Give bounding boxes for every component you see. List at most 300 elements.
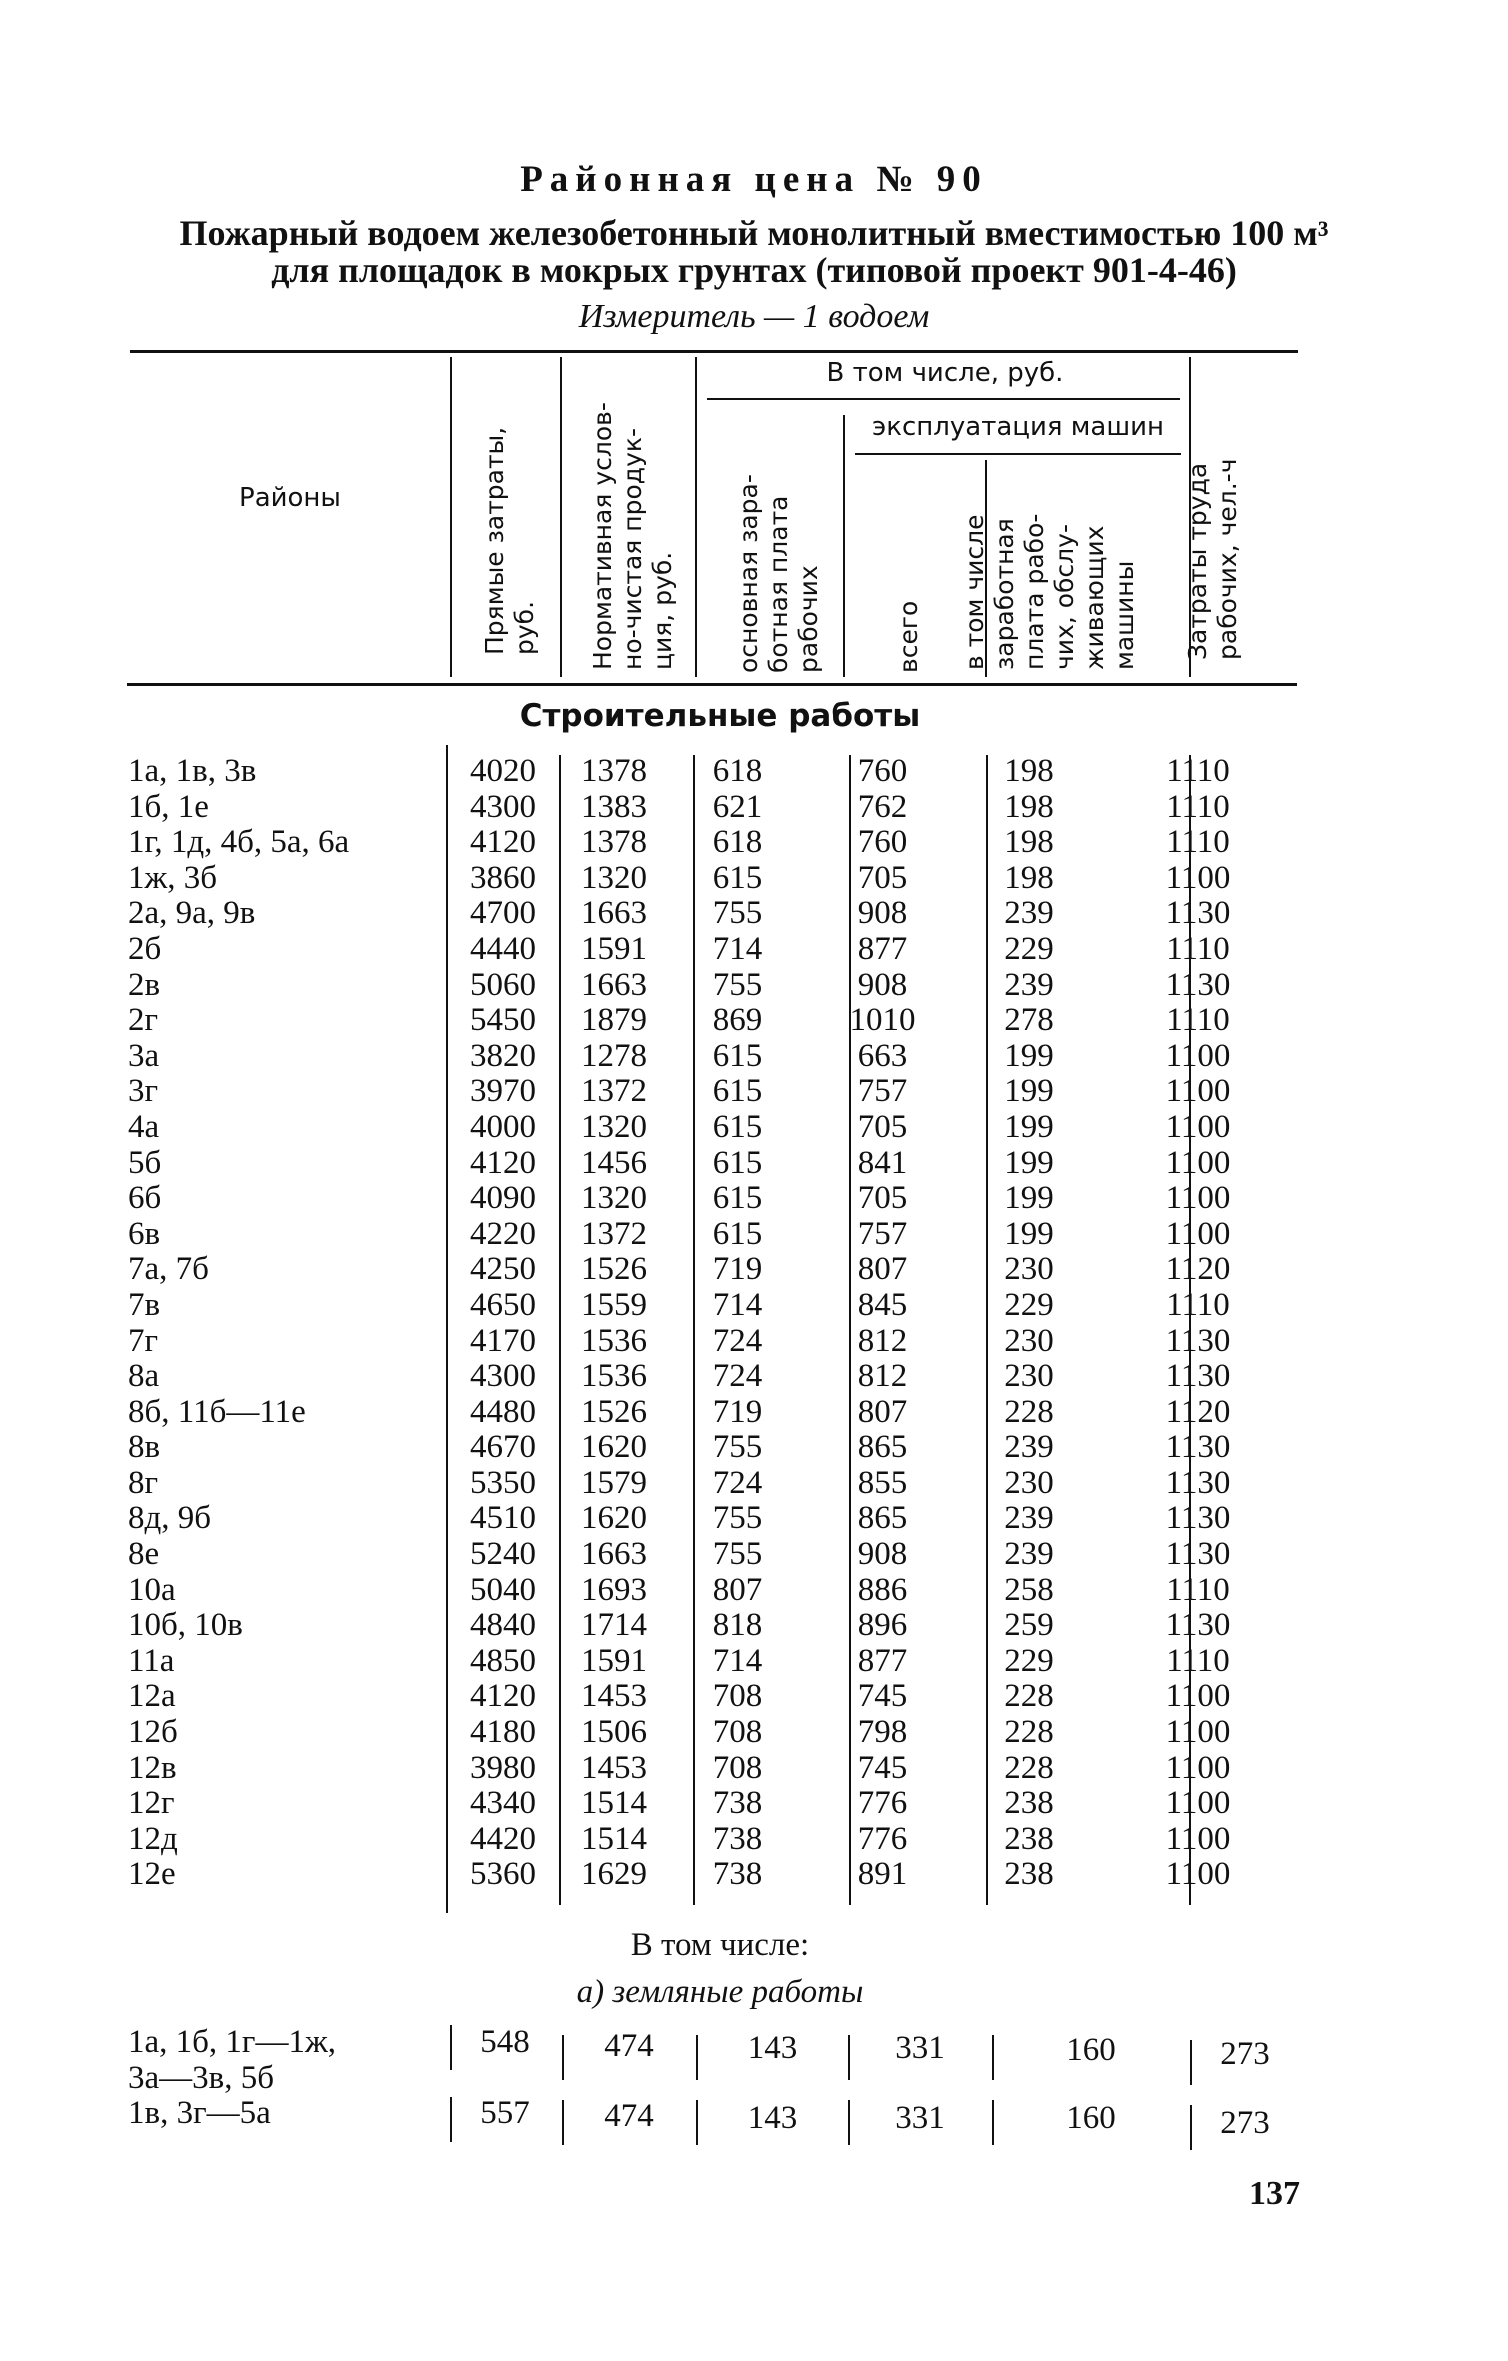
cell-wages: 615 xyxy=(712,1073,763,1110)
cell-region: 4а xyxy=(128,1108,160,1145)
cell-total: 812 xyxy=(857,1358,908,1395)
cell-mwages: 199 xyxy=(1004,1108,1054,1145)
cell-direct: 4090 xyxy=(470,1180,536,1217)
column-divider xyxy=(450,2025,452,2070)
cell-mwages: 228 xyxy=(1004,1678,1054,1715)
column-divider xyxy=(992,2035,994,2080)
cell-direct: 4340 xyxy=(470,1785,536,1822)
cell-labor: 1100 xyxy=(1165,1856,1231,1893)
header-divider xyxy=(843,415,845,677)
cell-region: 8г xyxy=(128,1464,159,1501)
header-including: В том числе, руб. xyxy=(826,358,1064,388)
column-divider xyxy=(992,2100,994,2145)
table-row xyxy=(128,932,1408,968)
table-row xyxy=(128,1537,1408,1573)
cell-labor: 1130 xyxy=(1165,1500,1231,1537)
cell-total: 663 xyxy=(857,1037,908,1074)
cell-mwages: 199 xyxy=(1004,1073,1054,1110)
cell-direct: 4120 xyxy=(470,1144,536,1181)
cell-labor: 1130 xyxy=(1165,1429,1231,1466)
earth-row-1-norm: 474 xyxy=(604,2028,654,2064)
earth-row-1-direct: 548 xyxy=(480,2024,530,2060)
cell-norm: 1663 xyxy=(581,1536,647,1573)
cell-direct: 3860 xyxy=(470,859,536,896)
cell-direct: 5360 xyxy=(470,1856,536,1893)
cell-mwages: 230 xyxy=(1004,1322,1054,1359)
table-row xyxy=(128,1324,1408,1360)
column-divider xyxy=(1190,2105,1192,2150)
cell-labor: 1120 xyxy=(1165,1393,1231,1430)
cell-direct: 4510 xyxy=(470,1500,536,1537)
column-divider xyxy=(562,2100,564,2145)
table-row xyxy=(128,1608,1408,1644)
cell-total: 845 xyxy=(857,1286,908,1323)
cell-norm: 1320 xyxy=(581,859,647,896)
cell-labor: 1110 xyxy=(1166,1002,1230,1039)
cell-norm: 1620 xyxy=(581,1500,647,1537)
cell-total: 807 xyxy=(857,1251,908,1288)
cell-region: 8а xyxy=(128,1358,160,1395)
header-regions: Районы xyxy=(239,483,341,513)
cell-wages: 738 xyxy=(712,1785,763,1822)
table-row xyxy=(128,1074,1408,1110)
cell-norm: 1378 xyxy=(581,753,647,789)
table-row xyxy=(128,1003,1408,1039)
cell-direct: 5060 xyxy=(470,966,536,1003)
page-number: 137 xyxy=(1249,2175,1300,2212)
cell-total: 705 xyxy=(857,859,908,896)
cell-norm: 1453 xyxy=(581,1749,647,1786)
earth-row-1-region-line1: 1а, 1б, 1г—1ж, xyxy=(128,2024,337,2060)
cell-wages: 708 xyxy=(712,1678,763,1715)
cell-region: 12д xyxy=(128,1820,178,1857)
cell-total: 745 xyxy=(857,1678,908,1715)
cell-direct: 4840 xyxy=(470,1607,536,1644)
table-row xyxy=(128,1288,1408,1324)
cell-mwages: 229 xyxy=(1004,1642,1054,1679)
cell-mwages: 230 xyxy=(1004,1251,1054,1288)
column-divider xyxy=(696,2100,698,2145)
table-row xyxy=(128,1786,1408,1822)
cell-labor: 1130 xyxy=(1165,1607,1231,1644)
column-divider xyxy=(562,2035,564,2080)
construction-table xyxy=(128,754,1408,1893)
cell-labor: 1110 xyxy=(1166,824,1230,861)
cell-labor: 1130 xyxy=(1165,966,1231,1003)
cell-mwages: 199 xyxy=(1004,1144,1054,1181)
cell-total: 757 xyxy=(857,1073,908,1110)
cell-wages: 719 xyxy=(712,1251,763,1288)
earth-row-1-region-line2: 3а—3в, 5б xyxy=(128,2060,275,2096)
measure-unit: Измеритель — 1 водоем xyxy=(578,298,930,335)
cell-wages: 618 xyxy=(712,824,763,861)
cell-region: 5б xyxy=(128,1144,162,1181)
header-top-rule xyxy=(130,350,1298,353)
cell-mwages: 229 xyxy=(1004,1286,1054,1323)
table-row xyxy=(128,1679,1408,1715)
cell-norm: 1514 xyxy=(581,1820,647,1857)
cell-direct: 4220 xyxy=(470,1215,536,1252)
cell-wages: 714 xyxy=(712,1642,763,1679)
cell-wages: 615 xyxy=(712,1215,763,1252)
page-title: Районная цена № 90 xyxy=(520,159,988,200)
cell-region: 1ж, 3б xyxy=(128,859,218,896)
cell-wages: 807 xyxy=(712,1571,763,1608)
cell-labor: 1100 xyxy=(1165,1215,1231,1252)
cell-mwages: 199 xyxy=(1004,1215,1054,1252)
cell-total: 841 xyxy=(857,1144,908,1181)
table-row xyxy=(128,1146,1408,1182)
cell-total: 705 xyxy=(857,1108,908,1145)
cell-labor: 1100 xyxy=(1165,1785,1231,1822)
cell-direct: 5040 xyxy=(470,1571,536,1608)
earth-row-1-total: 331 xyxy=(895,2030,945,2066)
header-subrule xyxy=(855,453,1181,455)
header-bottom-rule xyxy=(127,683,1297,686)
cell-total: 1010 xyxy=(849,1002,916,1039)
header-direct-costs: Прямые затраты, руб. xyxy=(480,426,539,655)
cell-direct: 4670 xyxy=(470,1429,536,1466)
cell-mwages: 259 xyxy=(1004,1607,1054,1644)
cell-mwages: 278 xyxy=(1004,1002,1054,1039)
table-row xyxy=(128,1039,1408,1075)
cell-mwages: 229 xyxy=(1004,930,1054,967)
cell-norm: 1320 xyxy=(581,1180,647,1217)
cell-direct: 3980 xyxy=(470,1749,536,1786)
cell-labor: 1130 xyxy=(1165,1536,1231,1573)
cell-direct: 4420 xyxy=(470,1820,536,1857)
cell-norm: 1714 xyxy=(581,1607,647,1644)
cell-labor: 1130 xyxy=(1165,1358,1231,1395)
cell-wages: 615 xyxy=(712,1180,763,1217)
cell-mwages: 198 xyxy=(1004,788,1054,825)
cell-wages: 869 xyxy=(712,1002,763,1039)
cell-total: 745 xyxy=(857,1749,908,1786)
column-divider xyxy=(696,2035,698,2080)
earth-row-2-labor: 273 xyxy=(1220,2105,1270,2141)
cell-total: 705 xyxy=(857,1180,908,1217)
table-row xyxy=(128,1181,1408,1217)
cell-norm: 1383 xyxy=(581,788,647,825)
cell-mwages: 238 xyxy=(1004,1820,1054,1857)
cell-wages: 621 xyxy=(712,788,763,825)
cell-mwages: 228 xyxy=(1004,1714,1054,1751)
cell-mwages: 198 xyxy=(1004,753,1054,789)
cell-norm: 1879 xyxy=(581,1002,647,1039)
cell-labor: 1100 xyxy=(1165,1180,1231,1217)
cell-wages: 755 xyxy=(712,1500,763,1537)
cell-norm: 1663 xyxy=(581,895,647,932)
cell-wages: 615 xyxy=(712,1144,763,1181)
cell-region: 12е xyxy=(128,1856,176,1893)
cell-region: 2г xyxy=(128,1002,159,1039)
table-row xyxy=(128,1110,1408,1146)
cell-total: 855 xyxy=(857,1464,908,1501)
table-row xyxy=(128,754,1408,790)
cell-region: 10а xyxy=(128,1571,176,1608)
table-row xyxy=(128,861,1408,897)
earth-row-2-total: 331 xyxy=(895,2100,945,2136)
cell-total: 812 xyxy=(857,1322,908,1359)
cell-direct: 4300 xyxy=(470,788,536,825)
header-normative: Нормативная услов- но-чистая продук- ция, руб. xyxy=(588,402,677,670)
cell-wages: 714 xyxy=(712,1286,763,1323)
cell-region: 7в xyxy=(128,1286,161,1323)
cell-mwages: 239 xyxy=(1004,966,1054,1003)
cell-wages: 724 xyxy=(712,1322,763,1359)
cell-labor: 1100 xyxy=(1165,1678,1231,1715)
earth-row-2-direct: 557 xyxy=(480,2095,530,2131)
cell-wages: 818 xyxy=(712,1607,763,1644)
cell-norm: 1456 xyxy=(581,1144,647,1181)
earth-row-1-mwages: 160 xyxy=(1066,2032,1116,2068)
cell-region: 8д, 9б xyxy=(128,1500,212,1537)
cell-wages: 615 xyxy=(712,1037,763,1074)
cell-region: 7г xyxy=(128,1322,159,1359)
header-divider xyxy=(450,357,452,677)
cell-wages: 755 xyxy=(712,966,763,1003)
including-title: В том числе: xyxy=(630,1927,810,1963)
cell-wages: 738 xyxy=(712,1820,763,1857)
cell-mwages: 239 xyxy=(1004,1536,1054,1573)
cell-labor: 1110 xyxy=(1166,930,1230,967)
cell-mwages: 238 xyxy=(1004,1856,1054,1893)
table-row xyxy=(128,790,1408,826)
cell-total: 908 xyxy=(857,966,908,1003)
cell-total: 762 xyxy=(857,788,908,825)
cell-direct: 4180 xyxy=(470,1714,536,1751)
header-machine-total: всего xyxy=(894,600,923,673)
cell-norm: 1278 xyxy=(581,1037,647,1074)
cell-total: 798 xyxy=(857,1714,908,1751)
page-subtitle-line2: для площадок в мокрых грунтах (типовой проект 901-4-46) xyxy=(271,250,1237,290)
cell-region: 1а, 1в, 3в xyxy=(128,753,257,789)
cell-direct: 3970 xyxy=(470,1073,536,1110)
cell-region: 6в xyxy=(128,1215,161,1252)
cell-region: 3а xyxy=(128,1037,160,1074)
cell-mwages: 230 xyxy=(1004,1464,1054,1501)
cell-direct: 5350 xyxy=(470,1464,536,1501)
cell-total: 865 xyxy=(857,1429,908,1466)
cell-direct: 4000 xyxy=(470,1108,536,1145)
cell-total: 760 xyxy=(857,824,908,861)
cell-region: 3г xyxy=(128,1073,159,1110)
cell-norm: 1526 xyxy=(581,1251,647,1288)
earth-row-2-wages: 143 xyxy=(747,2100,798,2136)
cell-labor: 1130 xyxy=(1165,1464,1231,1501)
cell-total: 865 xyxy=(857,1500,908,1537)
cell-direct: 5240 xyxy=(470,1536,536,1573)
cell-wages: 719 xyxy=(712,1393,763,1430)
cell-wages: 755 xyxy=(712,1536,763,1573)
cell-total: 891 xyxy=(857,1856,908,1893)
column-divider xyxy=(450,2097,452,2142)
cell-total: 776 xyxy=(857,1785,908,1822)
cell-norm: 1514 xyxy=(581,1785,647,1822)
cell-norm: 1559 xyxy=(581,1286,647,1323)
header-divider xyxy=(695,357,697,677)
cell-labor: 1130 xyxy=(1165,895,1231,932)
table-row xyxy=(128,1466,1408,1502)
cell-region: 12в xyxy=(128,1749,177,1786)
cell-region: 2б xyxy=(128,930,162,967)
cell-direct: 4170 xyxy=(470,1322,536,1359)
table-row xyxy=(128,1857,1408,1893)
cell-norm: 1536 xyxy=(581,1358,647,1395)
table-row xyxy=(128,1430,1408,1466)
cell-labor: 1100 xyxy=(1165,1073,1231,1110)
cell-total: 776 xyxy=(857,1820,908,1857)
cell-mwages: 228 xyxy=(1004,1393,1054,1430)
cell-direct: 4650 xyxy=(470,1286,536,1323)
table-row xyxy=(128,896,1408,932)
earth-row-2-region: 1в, 3г—5а xyxy=(128,2095,271,2131)
cell-labor: 1110 xyxy=(1166,788,1230,825)
cell-wages: 755 xyxy=(712,1429,763,1466)
table-row xyxy=(128,1751,1408,1787)
cell-norm: 1663 xyxy=(581,966,647,1003)
cell-total: 877 xyxy=(857,930,908,967)
cell-region: 6б xyxy=(128,1180,162,1217)
table-row xyxy=(128,1359,1408,1395)
cell-mwages: 239 xyxy=(1004,1500,1054,1537)
header-labor: Затраты труда рабочих, чел.-ч xyxy=(1183,458,1242,660)
cell-norm: 1526 xyxy=(581,1393,647,1430)
cell-labor: 1100 xyxy=(1165,1749,1231,1786)
table-row xyxy=(128,1501,1408,1537)
table-row xyxy=(128,1252,1408,1288)
cell-direct: 4700 xyxy=(470,895,536,932)
cell-region: 11а xyxy=(128,1642,175,1679)
cell-norm: 1629 xyxy=(581,1856,647,1893)
cell-labor: 1110 xyxy=(1166,1286,1230,1323)
cell-mwages: 238 xyxy=(1004,1785,1054,1822)
cell-total: 877 xyxy=(857,1642,908,1679)
table-row xyxy=(128,968,1408,1004)
section-construction-title: Строительные работы xyxy=(519,698,921,734)
cell-wages: 618 xyxy=(712,753,763,789)
cell-region: 1б, 1е xyxy=(128,788,209,825)
cell-direct: 4300 xyxy=(470,1358,536,1395)
table-row xyxy=(128,1217,1408,1253)
earth-row-2-mwages: 160 xyxy=(1066,2100,1116,2136)
cell-region: 2а, 9а, 9в xyxy=(128,895,256,932)
cell-total: 896 xyxy=(857,1607,908,1644)
cell-mwages: 198 xyxy=(1004,859,1054,896)
cell-norm: 1372 xyxy=(581,1215,647,1252)
cell-norm: 1453 xyxy=(581,1678,647,1715)
cell-direct: 5450 xyxy=(470,1002,536,1039)
table-row xyxy=(128,1715,1408,1751)
cell-wages: 714 xyxy=(712,930,763,967)
header-base-wages: основная зара- ботная плата рабочих xyxy=(734,474,823,673)
cell-mwages: 228 xyxy=(1004,1749,1054,1786)
cell-mwages: 239 xyxy=(1004,895,1054,932)
earth-row-1-region xyxy=(128,2024,336,2096)
earth-row-1-wages: 143 xyxy=(747,2030,798,2066)
cell-region: 12а xyxy=(128,1678,176,1715)
cell-norm: 1536 xyxy=(581,1322,647,1359)
cell-labor: 1130 xyxy=(1165,1322,1231,1359)
cell-labor: 1100 xyxy=(1165,859,1231,896)
cell-labor: 1110 xyxy=(1166,753,1230,789)
earthworks-title: а) земляные работы xyxy=(576,1974,864,2010)
table-row xyxy=(128,1822,1408,1858)
cell-direct: 4250 xyxy=(470,1251,536,1288)
cell-wages: 755 xyxy=(712,895,763,932)
cell-direct: 4440 xyxy=(470,930,536,967)
cell-labor: 1100 xyxy=(1165,1714,1231,1751)
cell-wages: 708 xyxy=(712,1714,763,1751)
cell-direct: 4020 xyxy=(470,753,536,789)
cell-mwages: 199 xyxy=(1004,1037,1054,1074)
cell-mwages: 258 xyxy=(1004,1571,1054,1608)
header-machine-operation: эксплуатация машин xyxy=(871,412,1165,442)
header-divider xyxy=(560,357,562,677)
cell-region: 8е xyxy=(128,1536,160,1573)
table-row xyxy=(128,825,1408,861)
earth-row-1-labor: 273 xyxy=(1220,2036,1270,2072)
cell-wages: 615 xyxy=(712,1108,763,1145)
cell-wages: 724 xyxy=(712,1358,763,1395)
cell-norm: 1591 xyxy=(581,930,647,967)
cell-mwages: 198 xyxy=(1004,824,1054,861)
cell-total: 757 xyxy=(857,1215,908,1252)
cell-mwages: 230 xyxy=(1004,1358,1054,1395)
cell-norm: 1579 xyxy=(581,1464,647,1501)
cell-norm: 1506 xyxy=(581,1714,647,1751)
cell-labor: 1100 xyxy=(1165,1144,1231,1181)
table-row xyxy=(128,1573,1408,1609)
cell-region: 1г, 1д, 4б, 5а, 6а xyxy=(128,824,350,861)
cell-region: 7а, 7б xyxy=(128,1251,209,1288)
cell-region: 8в xyxy=(128,1429,161,1466)
cell-labor: 1100 xyxy=(1165,1037,1231,1074)
cell-total: 760 xyxy=(857,753,908,789)
cell-wages: 615 xyxy=(712,859,763,896)
earth-row-2-norm: 474 xyxy=(604,2098,654,2134)
cell-norm: 1620 xyxy=(581,1429,647,1466)
cell-mwages: 239 xyxy=(1004,1429,1054,1466)
cell-total: 886 xyxy=(857,1571,908,1608)
page-subtitle-line1: Пожарный водоем железобетонный монолитный вместимостью 100 м³ xyxy=(179,213,1329,253)
cell-norm: 1372 xyxy=(581,1073,647,1110)
cell-labor: 1100 xyxy=(1165,1820,1231,1857)
table-row xyxy=(128,1644,1408,1680)
cell-norm: 1693 xyxy=(581,1571,647,1608)
cell-labor: 1110 xyxy=(1166,1642,1230,1679)
cell-labor: 1120 xyxy=(1165,1251,1231,1288)
cell-labor: 1110 xyxy=(1166,1571,1230,1608)
cell-mwages: 199 xyxy=(1004,1180,1054,1217)
cell-direct: 4850 xyxy=(470,1642,536,1679)
header-machine-wages: в том числе заработная плата рабо- чих, обслу- живающих машины xyxy=(960,513,1139,670)
cell-region: 8б, 11б—11е xyxy=(128,1393,306,1430)
cell-region: 12г xyxy=(128,1785,175,1822)
column-divider xyxy=(848,2035,850,2080)
column-divider xyxy=(848,2100,850,2145)
cell-region: 2в xyxy=(128,966,161,1003)
cell-direct: 4480 xyxy=(470,1393,536,1430)
cell-direct: 3820 xyxy=(470,1037,536,1074)
column-divider xyxy=(1190,2040,1192,2085)
cell-labor: 1100 xyxy=(1165,1108,1231,1145)
cell-norm: 1320 xyxy=(581,1108,647,1145)
cell-direct: 4120 xyxy=(470,1678,536,1715)
cell-norm: 1591 xyxy=(581,1642,647,1679)
table-row xyxy=(128,1395,1408,1431)
cell-norm: 1378 xyxy=(581,824,647,861)
